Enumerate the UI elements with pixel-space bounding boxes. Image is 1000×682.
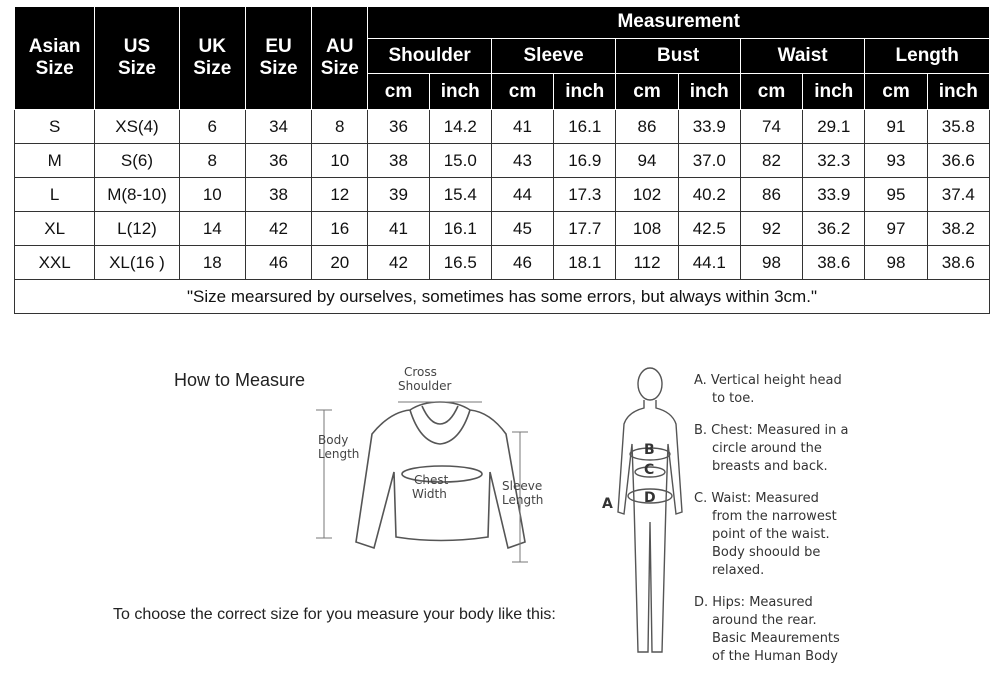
table-cell: 41 — [491, 110, 553, 144]
human-body-icon — [618, 368, 682, 652]
table-cell: 74 — [740, 110, 802, 144]
table-cell: 45 — [491, 212, 553, 246]
unit-cm: cm — [368, 74, 429, 110]
table-cell: 16.5 — [429, 246, 491, 280]
table-cell: 92 — [740, 212, 802, 246]
table-cell: 10 — [312, 144, 368, 178]
table-cell: 33.9 — [803, 178, 865, 212]
table-cell: 38 — [245, 178, 311, 212]
table-row — [15, 144, 990, 178]
table-cell: 16.1 — [429, 212, 491, 246]
table-cell: 34 — [245, 110, 311, 144]
table-cell: M(8-10) — [95, 178, 179, 212]
table-cell: 93 — [865, 144, 927, 178]
header-sleeve: Sleeve — [491, 38, 616, 74]
body-diagram — [598, 362, 698, 662]
unit-inch: inch — [554, 74, 616, 110]
table-cell: 82 — [740, 144, 802, 178]
table-cell: 42 — [245, 212, 311, 246]
legend-item-d: D. Hips: Measured around the rear. Basic Meaurements of the Human Body — [694, 595, 840, 664]
table-cell: 97 — [865, 212, 927, 246]
table-cell: 35.8 — [927, 110, 989, 144]
table-cell: 40.2 — [678, 178, 740, 212]
measurement-legend — [694, 372, 994, 680]
how-to-measure-title: How to Measure — [174, 370, 306, 390]
chest-width-label-2: Width — [412, 487, 447, 501]
table-cell: 17.7 — [554, 212, 616, 246]
table-cell: 44 — [491, 178, 553, 212]
header-bust: Bust — [616, 38, 741, 74]
unit-inch: inch — [678, 74, 740, 110]
unit-inch: inch — [803, 74, 865, 110]
table-cell: S(6) — [95, 144, 179, 178]
cross-shoulder-label-2: Shoulder — [398, 379, 452, 393]
table-cell: 95 — [865, 178, 927, 212]
table-cell: 20 — [312, 246, 368, 280]
table-cell: M — [15, 144, 95, 178]
table-cell: 98 — [740, 246, 802, 280]
table-cell: 38.6 — [803, 246, 865, 280]
table-cell: 10 — [179, 178, 245, 212]
table-cell: 36 — [368, 110, 429, 144]
table-cell: 112 — [616, 246, 678, 280]
table-cell: 16 — [312, 212, 368, 246]
table-cell: 18 — [179, 246, 245, 280]
table-cell: 38.6 — [927, 246, 989, 280]
table-row — [15, 110, 990, 144]
table-cell: 8 — [312, 110, 368, 144]
unit-cm: cm — [740, 74, 802, 110]
table-cell: 6 — [179, 110, 245, 144]
table-cell: 98 — [865, 246, 927, 280]
header-length: Length — [865, 38, 990, 74]
table-cell: 33.9 — [678, 110, 740, 144]
table-cell: XS(4) — [95, 110, 179, 144]
table-cell: S — [15, 110, 95, 144]
header-uk-size: UK Size — [179, 7, 245, 110]
table-cell: 102 — [616, 178, 678, 212]
table-cell: XL — [15, 212, 95, 246]
header-measurement: Measurement — [368, 7, 990, 39]
legend-item-b: B. Chest: Measured in a circle around the breasts and back. — [694, 423, 849, 474]
sleeve-length-label: Sleeve — [502, 479, 543, 493]
table-cell: 36.2 — [803, 212, 865, 246]
legend-item-c: C. Waist: Measured from the narrowest point of the waist. Body shoould be relaxed. — [694, 491, 837, 578]
table-cell: 46 — [491, 246, 553, 280]
table-cell: 43 — [491, 144, 553, 178]
cross-shoulder-label: Cross — [404, 365, 437, 379]
table-row — [15, 212, 990, 246]
header-waist: Waist — [740, 38, 865, 74]
table-cell: 8 — [179, 144, 245, 178]
table-cell: 91 — [865, 110, 927, 144]
table-row — [15, 246, 990, 280]
unit-inch: inch — [927, 74, 989, 110]
table-cell: L — [15, 178, 95, 212]
header-asian-size: Asian Size — [15, 7, 95, 110]
table-cell: 41 — [368, 212, 429, 246]
table-cell: 36.6 — [927, 144, 989, 178]
table-cell: 38 — [368, 144, 429, 178]
shirt-diagram — [310, 362, 560, 572]
table-cell: 42 — [368, 246, 429, 280]
table-cell: 39 — [368, 178, 429, 212]
size-chart-table — [14, 6, 990, 314]
table-cell: 37.0 — [678, 144, 740, 178]
table-cell: 94 — [616, 144, 678, 178]
size-note: "Size mearsured by ourselves, sometimes has some errors, but always within 3cm." — [15, 280, 990, 314]
table-cell: 16.9 — [554, 144, 616, 178]
header-us-size: US Size — [95, 7, 179, 110]
table-cell: 32.3 — [803, 144, 865, 178]
table-cell: L(12) — [95, 212, 179, 246]
header-eu-size: EU Size — [245, 7, 311, 110]
label-c: C — [644, 462, 655, 478]
header-shoulder: Shoulder — [368, 38, 491, 74]
body-length-label: Body — [318, 433, 349, 447]
table-cell: 16.1 — [554, 110, 616, 144]
table-cell: 37.4 — [927, 178, 989, 212]
table-cell: 86 — [740, 178, 802, 212]
body-length-label-2: Length — [318, 447, 360, 461]
label-a: A — [602, 496, 613, 512]
table-cell: 42.5 — [678, 212, 740, 246]
header-au-size: AU Size — [312, 7, 368, 110]
unit-cm: cm — [865, 74, 927, 110]
table-cell: 12 — [312, 178, 368, 212]
label-b: B — [644, 442, 655, 458]
unit-inch: inch — [429, 74, 491, 110]
table-cell: 46 — [245, 246, 311, 280]
table-cell: 17.3 — [554, 178, 616, 212]
table-cell: 36 — [245, 144, 311, 178]
table-cell: 18.1 — [554, 246, 616, 280]
table-cell: 14.2 — [429, 110, 491, 144]
label-d: D — [644, 490, 656, 506]
table-cell: 44.1 — [678, 246, 740, 280]
chest-width-label: Chest — [414, 473, 449, 487]
choose-size-instruction: To choose the correct size for you measure your body like this: — [113, 606, 556, 623]
legend-item-a: A. Vertical height head to toe. — [694, 373, 842, 406]
table-cell: XXL — [15, 246, 95, 280]
unit-cm: cm — [491, 74, 553, 110]
table-cell: 15.0 — [429, 144, 491, 178]
table-cell: 38.2 — [927, 212, 989, 246]
unit-cm: cm — [616, 74, 678, 110]
table-cell: 108 — [616, 212, 678, 246]
table-cell: 14 — [179, 212, 245, 246]
table-cell: 15.4 — [429, 178, 491, 212]
table-cell: 86 — [616, 110, 678, 144]
table-cell: XL(16 ) — [95, 246, 179, 280]
table-cell: 29.1 — [803, 110, 865, 144]
sleeve-length-label-2: Length — [502, 493, 544, 507]
table-row — [15, 178, 990, 212]
